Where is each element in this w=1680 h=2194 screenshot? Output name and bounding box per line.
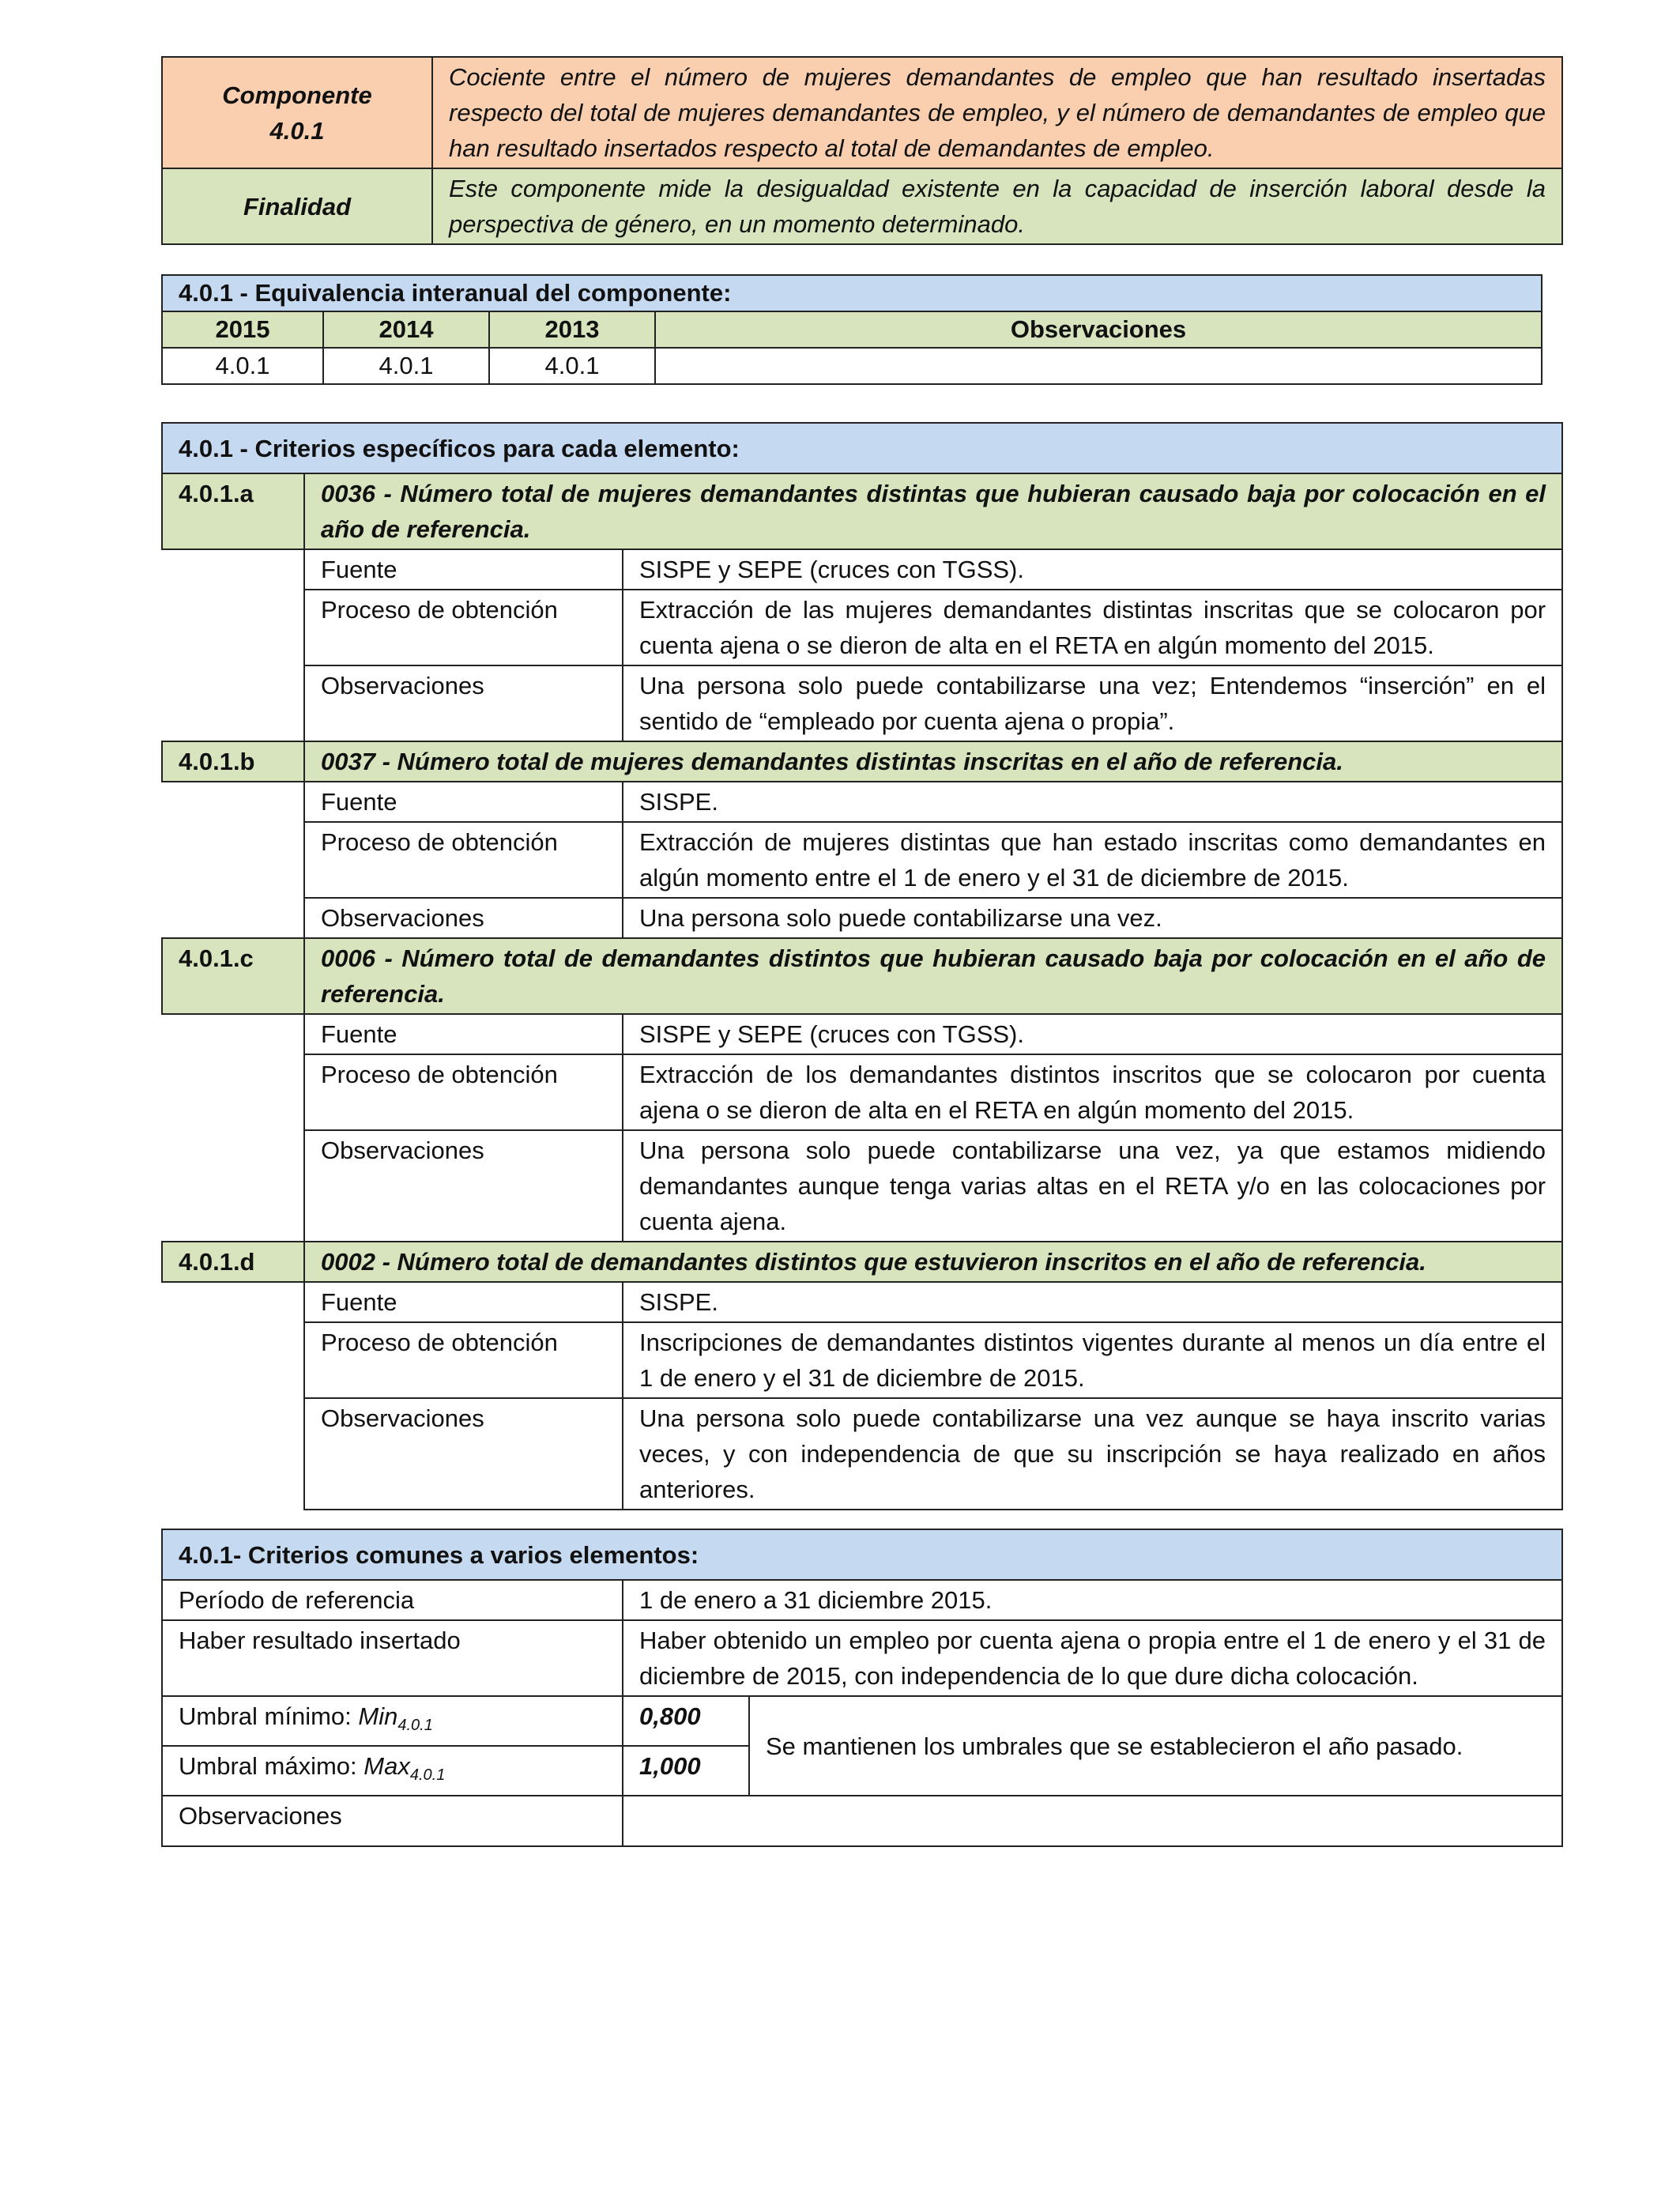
element-row-value: SISPE y SEPE (cruces con TGSS). <box>623 549 1562 590</box>
element-row-value: Inscripciones de demandantes distintos vigentes durante al menos un día entre el 1 de enero y el 31 de diciembre de 2015. <box>623 1322 1562 1398</box>
element-row-label: Observaciones <box>304 1130 623 1242</box>
umbral-min-label-cell <box>162 1696 623 1746</box>
equivalencia-cell-2015: 4.0.1 <box>162 348 323 384</box>
element-row <box>162 1322 1562 1398</box>
element-code: 4.0.1.c <box>162 938 304 1014</box>
equivalencia-header-observaciones: Observaciones <box>655 311 1542 348</box>
element-row-label: Observaciones <box>304 898 623 938</box>
element-row <box>162 1130 1562 1242</box>
element-row <box>162 822 1562 898</box>
element-row-value: Una persona solo puede contabilizarse una vez aunque se haya inscrito varias veces, y con independencia de que su inscripción se haya realizado en años anteriores. <box>623 1398 1562 1510</box>
umbral-max-var: Max <box>363 1752 410 1781</box>
element-row <box>162 782 1562 822</box>
umbral-max-value: 1,000 <box>623 1746 749 1796</box>
element-row-label: Proceso de obtención <box>304 590 623 665</box>
element-row-label: Observaciones <box>304 1398 623 1510</box>
equivalencia-data-row <box>162 348 1542 384</box>
element-code: 4.0.1.a <box>162 473 304 549</box>
equivalencia-header-2014: 2014 <box>323 311 489 348</box>
element-row <box>162 1014 1562 1054</box>
componente-table <box>161 56 1563 245</box>
element-code: 4.0.1.d <box>162 1242 304 1282</box>
equivalencia-cell-observaciones <box>655 348 1542 384</box>
element-row-label: Fuente <box>304 1282 623 1322</box>
insertado-label: Haber resultado insertado <box>162 1620 623 1696</box>
umbral-min-label: Umbral mínimo: <box>179 1702 359 1730</box>
equivalencia-header-row <box>162 311 1542 348</box>
element-row-label: Fuente <box>304 549 623 590</box>
criterios-table <box>161 422 1563 1510</box>
element-code: 4.0.1.b <box>162 741 304 782</box>
element-spacer <box>162 549 304 741</box>
element-title: 0002 - Número total de demandantes distintos que estuvieron inscritos en el año de referencia. <box>304 1242 1562 1282</box>
umbral-max-label: Umbral máximo: <box>179 1752 364 1781</box>
equivalencia-header-2015: 2015 <box>162 311 323 348</box>
umbral-note: Se mantienen los umbrales que se establecieron el año pasado. <box>749 1696 1562 1796</box>
element-row-label: Fuente <box>304 1014 623 1054</box>
insertado-value: Haber obtenido un empleo por cuenta ajena o propia entre el 1 de enero y el 31 de diciembre de 2015, con independencia de lo que dure dicha colocación. <box>623 1620 1562 1696</box>
element-row <box>162 1282 1562 1322</box>
umbral-min-sub: 4.0.1 <box>397 1717 433 1735</box>
element-row <box>162 590 1562 665</box>
element-row <box>162 665 1562 741</box>
element-row-value: SISPE. <box>623 1282 1562 1322</box>
equivalencia-title: 4.0.1 - Equivalencia interanual del componente: <box>162 275 1542 311</box>
componente-label-cell <box>162 57 432 168</box>
finalidad-label: Finalidad <box>162 168 432 244</box>
umbral-min-row <box>162 1696 1562 1746</box>
element-spacer <box>162 1282 304 1510</box>
componente-description: Cociente entre el número de mujeres demandantes de empleo que han resultado insertadas respecto del total de mujeres demandantes de empleo, y el número de demandantes de empleo que han resultado insertados respecto al total de demandantes de empleo. <box>432 57 1562 168</box>
element-row-label: Observaciones <box>304 665 623 741</box>
comunes-observaciones-row <box>162 1796 1562 1846</box>
umbral-max-sub: 4.0.1 <box>409 1766 446 1785</box>
element-row-value: Una persona solo puede contabilizarse una vez. <box>623 898 1562 938</box>
comunes-title: 4.0.1- Criterios comunes a varios elementos: <box>162 1529 1562 1580</box>
comunes-observaciones-label: Observaciones <box>162 1796 623 1846</box>
element-row <box>162 549 1562 590</box>
equivalencia-cell-2013: 4.0.1 <box>489 348 655 384</box>
element-row-value: Una persona solo puede contabilizarse una vez; Entendemos “inserción” en el sentido de “empleado por cuenta ajena o propia”. <box>623 665 1562 741</box>
element-row-label: Fuente <box>304 782 623 822</box>
periodo-label: Período de referencia <box>162 1580 623 1620</box>
umbral-min-value: 0,800 <box>623 1696 749 1746</box>
element-row-value: Una persona solo puede contabilizarse una vez, ya que estamos midiendo demandantes aunque tenga varias altas en el RETA y/o en las colocaciones por cuenta ajena. <box>623 1130 1562 1242</box>
element-row <box>162 1398 1562 1510</box>
componente-row <box>162 57 1562 168</box>
element-spacer <box>162 1014 304 1242</box>
element-row <box>162 898 1562 938</box>
element-header-row <box>162 938 1562 1014</box>
finalidad-row <box>162 168 1562 244</box>
insertado-row <box>162 1620 1562 1696</box>
criterios-title-row <box>162 423 1562 473</box>
equivalencia-title-row <box>162 275 1542 311</box>
equivalencia-table <box>161 274 1543 385</box>
element-row-label: Proceso de obtención <box>304 822 623 898</box>
finalidad-text: Este componente mide la desigualdad existente en la capacidad de inserción laboral desde la perspectiva de género, en un momento determinado. <box>432 168 1562 244</box>
umbral-min-var: Min <box>358 1702 398 1730</box>
element-row-value: SISPE. <box>623 782 1562 822</box>
criterios-title: 4.0.1 - Criterios específicos para cada elemento: <box>162 423 1562 473</box>
periodo-value: 1 de enero a 31 diciembre 2015. <box>623 1580 1562 1620</box>
element-header-row <box>162 1242 1562 1282</box>
element-header-row <box>162 473 1562 549</box>
comunes-observaciones-value <box>623 1796 1562 1846</box>
element-row-label: Proceso de obtención <box>304 1054 623 1130</box>
componente-code: 4.0.1 <box>269 116 325 145</box>
element-spacer <box>162 782 304 938</box>
element-row-value: SISPE y SEPE (cruces con TGSS). <box>623 1014 1562 1054</box>
element-row-value: Extracción de mujeres distintas que han estado inscritas como demandantes en algún momento entre el 1 de enero y el 31 de diciembre de 2015. <box>623 822 1562 898</box>
umbral-max-label-cell <box>162 1746 623 1796</box>
element-row-label: Proceso de obtención <box>304 1322 623 1398</box>
equivalencia-cell-2014: 4.0.1 <box>323 348 489 384</box>
element-title: 0036 - Número total de mujeres demandantes distintas que hubieran causado baja por colocación en el año de referencia. <box>304 473 1562 549</box>
equivalencia-header-2013: 2013 <box>489 311 655 348</box>
comunes-table <box>161 1529 1563 1847</box>
element-title: 0037 - Número total de mujeres demandantes distintas inscritas en el año de referencia. <box>304 741 1562 782</box>
comunes-title-row <box>162 1529 1562 1580</box>
element-row-value: Extracción de las mujeres demandantes distintas inscritas que se colocaron por cuenta ajena o se dieron de alta en el RETA en algún momento del 2015. <box>623 590 1562 665</box>
componente-label: Componente <box>222 81 372 109</box>
element-row <box>162 1054 1562 1130</box>
element-header-row <box>162 741 1562 782</box>
element-title: 0006 - Número total de demandantes distintos que hubieran causado baja por colocación en el año de referencia. <box>304 938 1562 1014</box>
periodo-row <box>162 1580 1562 1620</box>
element-row-value: Extracción de los demandantes distintos inscritos que se colocaron por cuenta ajena o se dieron de alta en el RETA en algún momento del 2015. <box>623 1054 1562 1130</box>
